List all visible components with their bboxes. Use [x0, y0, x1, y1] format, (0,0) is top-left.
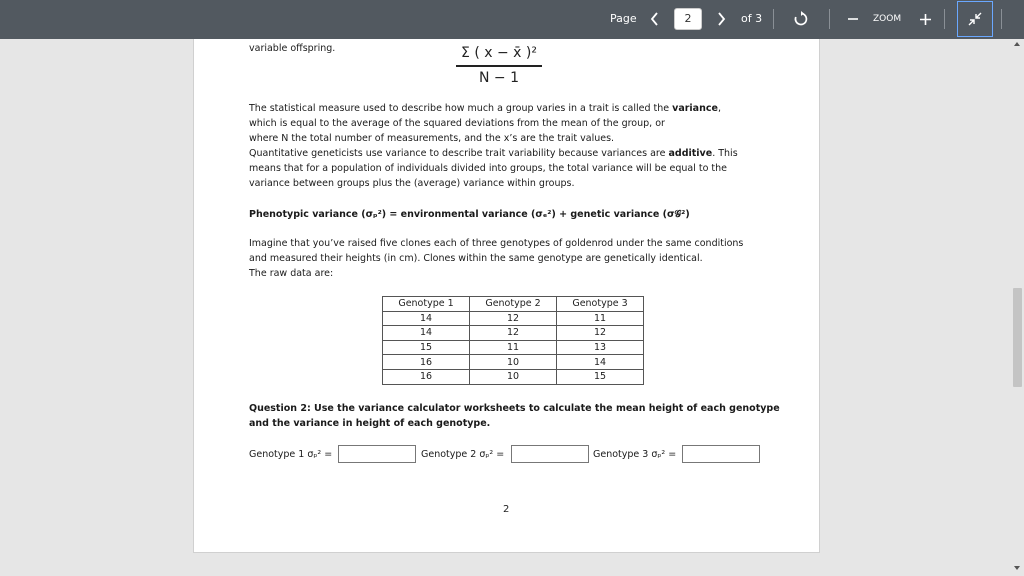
table-cell: 16 — [383, 355, 470, 370]
page-count-label: of 3 — [741, 12, 763, 25]
genotype-3-label: Genotype 3 σₚ² = — [593, 449, 677, 460]
table-cell: 10 — [470, 355, 557, 370]
table-cell: 11 — [470, 340, 557, 355]
scroll-up-arrow-icon[interactable] — [1014, 42, 1020, 46]
table-cell: 14 — [557, 355, 644, 370]
table-row — [383, 369, 644, 384]
table-cell: 13 — [557, 340, 644, 355]
toolbar-divider — [829, 9, 830, 29]
table-cell: 12 — [470, 311, 557, 326]
next-page-button[interactable] — [712, 9, 730, 29]
genotype-1-variance-field[interactable] — [338, 445, 416, 463]
exit-fullscreen-button[interactable] — [957, 1, 993, 37]
minus-icon — [847, 13, 859, 25]
paragraph-variance: The statistical measure used to describe how much a group varies in a trait is called the variance, which is equal to the average of the squared deviations from the mean of the group, or where N the total number of measurements, and the x’s are the trait values. Quantitative geneticists use variance to describe trait variability because variances are additive. This means that for a population of individuals divided into groups, the total variance will be equal to the variance between groups plus the (average) variance within groups. — [249, 103, 738, 189]
document-page — [193, 39, 820, 553]
zoom-out-button[interactable] — [844, 9, 862, 29]
formula-denominator: N − 1 — [478, 69, 519, 86]
variance-formula — [456, 44, 542, 87]
previous-page-button[interactable] — [646, 9, 664, 29]
plus-icon — [919, 13, 932, 26]
phenotypic-variance-heading: Phenotypic variance (σₚ²) = environmental variance (σₑ²) + genetic variance (σ𝒢²) — [249, 209, 690, 220]
rotate-button[interactable] — [790, 9, 812, 29]
table-cell: 12 — [470, 326, 557, 341]
table-cell: 15 — [383, 340, 470, 355]
fraction-bar — [456, 65, 542, 67]
paragraph-raw-data: Imagine that you’ve raised five clones each of three genotypes of goldenrod under the same conditions and measured their heights (in cm). Clones within the same genotype are genetically identical. The raw data are: — [249, 238, 744, 279]
zoom-label: ZOOM — [873, 14, 902, 24]
chevron-right-icon — [716, 12, 726, 26]
table-cell: 12 — [557, 326, 644, 341]
table-cell: 16 — [383, 369, 470, 384]
scrollbar-thumb[interactable] — [1013, 288, 1022, 387]
table-row — [383, 340, 644, 355]
raw-data-table — [382, 296, 644, 385]
table-header-cell: Genotype 2 — [470, 297, 557, 312]
genotype-3-variance-field[interactable] — [682, 445, 760, 463]
table-row — [383, 326, 644, 341]
genotype-2-label: Genotype 2 σₚ² = — [421, 449, 505, 460]
text-line: variable offspring. — [249, 43, 336, 54]
table-cell: 14 — [383, 311, 470, 326]
table-cell: 11 — [557, 311, 644, 326]
toolbar-divider — [944, 9, 945, 29]
table-row — [383, 355, 644, 370]
formula-numerator: Σ ( x − x̄ )² — [461, 45, 537, 61]
rotate-icon — [793, 11, 809, 27]
toolbar-divider — [1001, 9, 1002, 29]
scroll-down-arrow-icon[interactable] — [1014, 566, 1020, 570]
pdf-toolbar — [0, 0, 1024, 39]
zoom-in-button[interactable] — [915, 9, 935, 29]
table-cell: 15 — [557, 369, 644, 384]
exit-fullscreen-icon — [966, 10, 984, 28]
table-row — [383, 311, 644, 326]
genotype-1-label: Genotype 1 σₚ² = — [249, 449, 333, 460]
table-header-cell: Genotype 1 — [383, 297, 470, 312]
table-header-row — [383, 297, 644, 312]
question-2: Question 2: Use the variance calculator worksheets to calculate the mean height of each genotype and the variance in height of each genotype. — [249, 403, 780, 429]
page-number: 2 — [503, 504, 510, 515]
toolbar-divider — [773, 9, 774, 29]
table-cell: 14 — [383, 326, 470, 341]
table-cell: 10 — [470, 369, 557, 384]
page-number-input[interactable]: 2 — [674, 8, 702, 30]
chevron-left-icon — [650, 12, 660, 26]
table-header-cell: Genotype 3 — [557, 297, 644, 312]
page-label: Page — [610, 12, 637, 25]
genotype-2-variance-field[interactable] — [511, 445, 589, 463]
